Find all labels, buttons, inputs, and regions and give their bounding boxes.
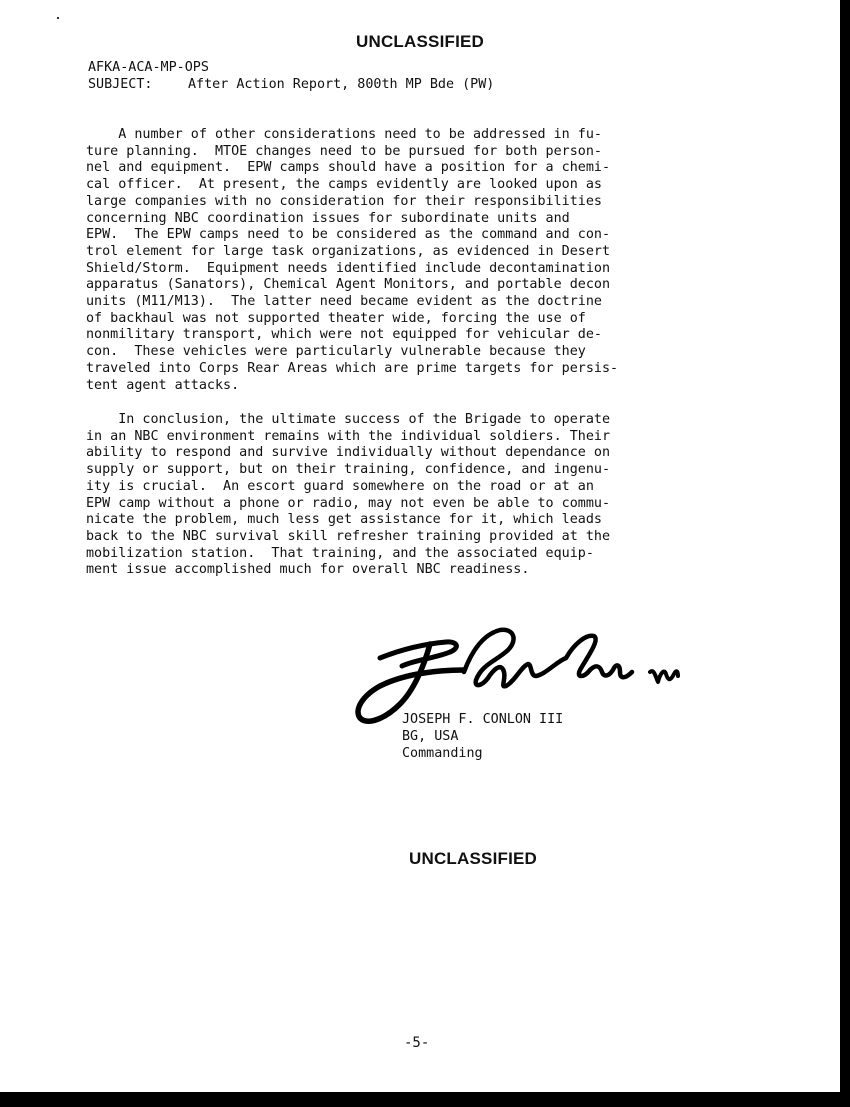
text-line: nel and equipment. EPW camps should have a position for a chemi- xyxy=(86,160,611,176)
text-line: supply or support, but on their training, confidence, and ingenu- xyxy=(86,462,611,478)
text-line: Shield/Storm. Equipment needs identified include decontamination xyxy=(86,260,611,276)
text-line: con. These vehicles were particularly vulnerable because they xyxy=(86,344,586,360)
body-paragraph-2 xyxy=(86,412,746,579)
subject-label: SUBJECT: xyxy=(88,77,153,92)
signer-name: JOSEPH F. CONLON III xyxy=(402,712,564,727)
text-line: units (M11/M13). The latter need became evident as the doctrine xyxy=(86,294,602,310)
scan-speck xyxy=(57,17,59,19)
text-line: In conclusion, the ultimate success of the Brigade to operate xyxy=(86,412,611,427)
text-line: trol element for large task organizations, as evidenced in Desert xyxy=(86,243,611,259)
text-line: large companies with no consideration for their responsibilities xyxy=(86,193,602,209)
text-line: ity is crucial. An escort guard somewhere on the road or at an xyxy=(86,478,594,494)
text-line: cal officer. At present, the camps evidently are looked upon as xyxy=(86,177,602,193)
signature-block xyxy=(402,711,563,762)
text-line: A number of other considerations need to be addressed in fu- xyxy=(86,127,602,142)
subject-line xyxy=(88,76,494,93)
text-line: in an NBC environment remains with the individual soldiers. Their xyxy=(86,428,611,444)
text-line: traveled into Corps Rear Areas which are prime targets for persis- xyxy=(86,360,619,376)
text-line: nonmilitary transport, which were not equipped for vehicular de- xyxy=(86,327,602,343)
text-line: EPW. The EPW camps need to be considered as the command and con- xyxy=(86,227,611,243)
body-paragraph-1 xyxy=(86,127,746,394)
signer-rank: BG, USA xyxy=(402,729,459,744)
text-line: tent agent attacks. xyxy=(86,377,240,393)
text-line: EPW camp without a phone or radio, may not even be able to commu- xyxy=(86,495,611,511)
text-line: ment issue accomplished much for overall NBC readiness. xyxy=(86,562,530,578)
signer-title: Commanding xyxy=(402,746,483,761)
subject-text: After Action Report, 800th MP Bde (PW) xyxy=(188,77,495,92)
memo-header xyxy=(88,59,494,93)
text-line: back to the NBC survival skill refresher training provided at the xyxy=(86,528,611,544)
page-number: -5- xyxy=(404,1035,430,1051)
text-line: of backhaul was not supported theater wide, forcing the use of xyxy=(86,310,586,326)
text-line: concerning NBC coordination issues for subordinate units and xyxy=(86,210,570,226)
scan-border-right xyxy=(840,0,850,1107)
scan-border-bottom xyxy=(0,1092,850,1107)
text-line: mobilization station. That training, and the associated equip- xyxy=(86,545,594,561)
classification-marking-top: UNCLASSIFIED xyxy=(356,32,485,51)
text-line: apparatus (Sanators), Chemical Agent Monitors, and portable decon xyxy=(86,277,611,293)
text-line: nicate the problem, much less get assistance for it, which leads xyxy=(86,512,602,528)
text-line: ture planning. MTOE changes need to be pursued for both person- xyxy=(86,143,602,159)
classification-marking-bottom: UNCLASSIFIED xyxy=(409,849,538,868)
text-line: ability to respond and survive individually without dependance on xyxy=(86,445,611,461)
office-symbol: AFKA-ACA-MP-OPS xyxy=(88,60,209,75)
